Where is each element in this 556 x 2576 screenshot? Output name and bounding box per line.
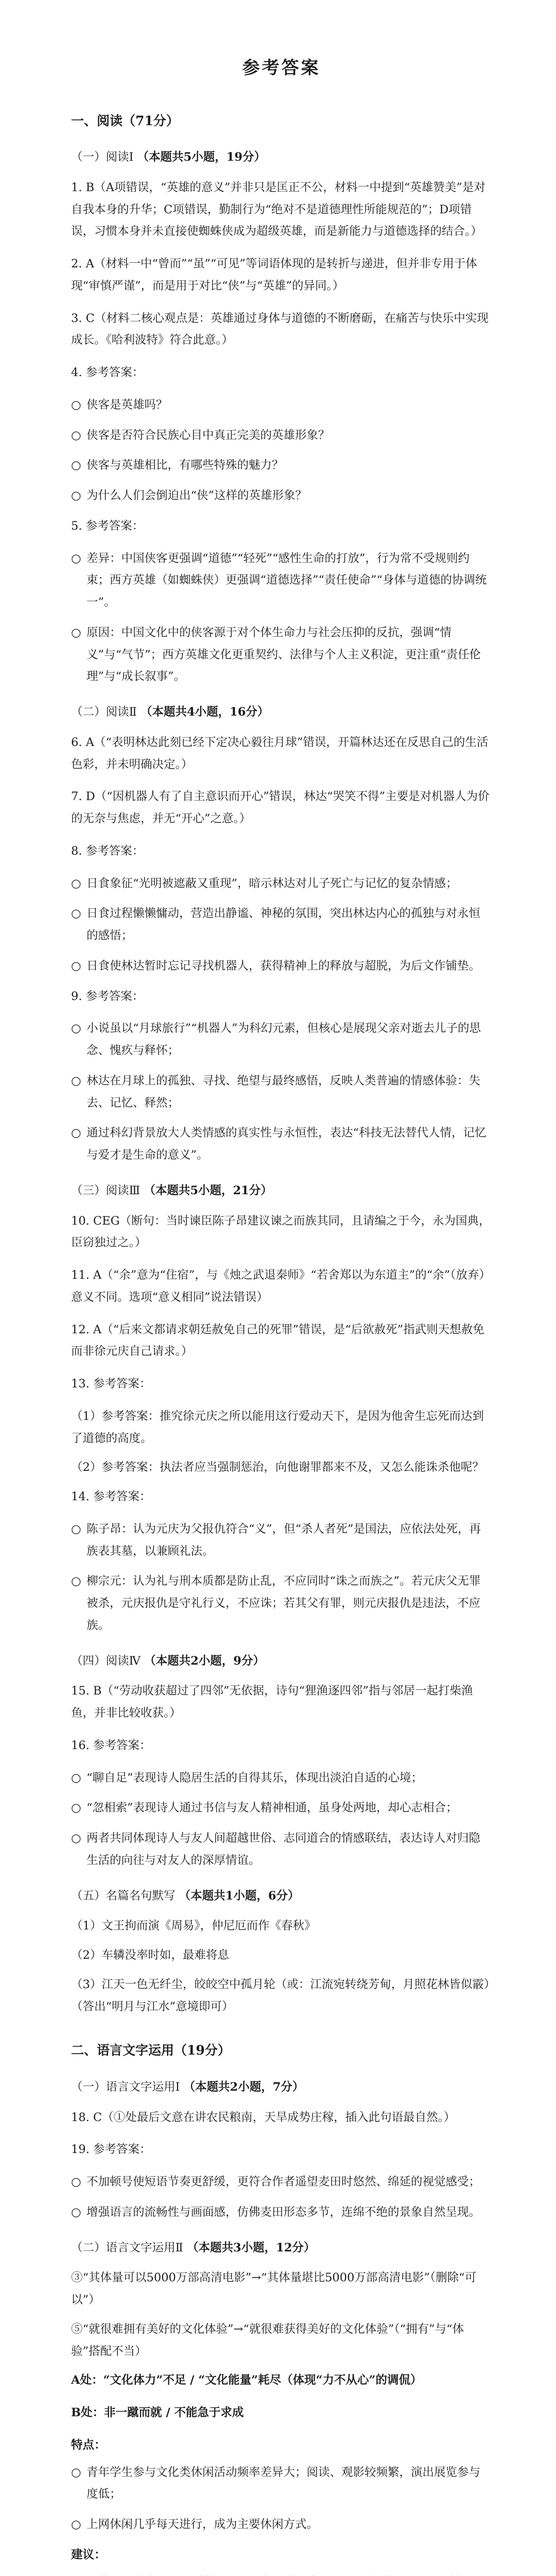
bullet-icon: ○ xyxy=(71,2518,81,2532)
list-item: ○ 日食使林达暂时忘记寻找机器人，获得精神上的释放与超脱，为后文作铺垫。 xyxy=(71,955,492,977)
section-heading-language: 二、语言文字运用（19分） xyxy=(71,2043,231,2058)
answer-q10: 10. CEG（断句：当时谏臣陈子昂建议谏之而族其同，且请编之于今，永为国典，臣窃独过之。） xyxy=(71,1214,491,1250)
subsection-score: （本题共4小题，16分） xyxy=(140,705,269,719)
bullet-icon: ○ xyxy=(71,1074,81,1088)
bullet-icon: ○ xyxy=(71,1522,81,1536)
section-heading-reading: 一、阅读（71分） xyxy=(71,113,179,128)
list-item: ○ 上网休闲几乎每天进行，成为主要休闲方式。 xyxy=(71,2514,492,2536)
subsection-name: （三）阅读Ⅲ xyxy=(71,1183,141,1197)
answer-q18: 18. C（①处最后文意在讲农民粮南，天旱成势庄稼，插入此句语最自然。） xyxy=(71,2110,456,2124)
list-item: ○ 日食过程懒懒慵动，营造出静谧、神秘的氛围，突出林达内心的孤独与对永恒的感悟； xyxy=(71,903,492,947)
bullet-icon: ○ xyxy=(71,625,81,639)
subsection-name: （二）语言文字运用Ⅱ xyxy=(71,2241,183,2255)
dictation-2: （2）车辚没率时如，最难将息 xyxy=(71,1948,229,1962)
list-item: ○ “聊自足”表现诗人隐居生活的自得其乐，体现出淡泊自适的心境； xyxy=(71,1767,492,1789)
list-item: ○ 差异：中国侠客更强调“道德”“轻死”“感性生命的打放”，行为常不受规则约束；西方英雄（如蜘蛛侠）更强调“道德选择”“责任使命”“身体与道德的协调统一”。 xyxy=(71,548,492,614)
subsection-score: （本题共1小题，6分） xyxy=(179,1889,300,1903)
bullet-icon: ○ xyxy=(71,2205,81,2219)
answer-q21-a: A处：“文化体力”不足 / “文化能量”耗尽（体现“力不从心”的调侃） xyxy=(71,2374,422,2387)
bullet-icon: ○ xyxy=(71,1832,81,1845)
correction-1: ③“其体量可以5000万部高清电影”→“其体量堪比5000万部高清电影”（删除“可以”） xyxy=(71,2271,477,2307)
list-item: ○ 通过科幻背景放大人类情感的真实性与永恒性，表达“科技无法替代人情，记忆与爱才是生命的意义”。 xyxy=(71,1122,492,1166)
bullet-icon: ○ xyxy=(71,459,81,472)
answer-q7: 7. D（“因机器人有了自主意识而开心”错误，林达“哭笑不得”主要是对机器人为价的无奈与焦虑，并无“开心”之意。） xyxy=(71,790,490,826)
subsection-score: （本题共5小题，21分） xyxy=(144,1183,272,1197)
subsection-name: （四）阅读Ⅳ xyxy=(71,1654,141,1668)
answer-q9-head: 9. 参考答案： xyxy=(71,989,144,1003)
subsection-heading xyxy=(71,1885,492,1907)
bullet-icon: ○ xyxy=(71,398,81,412)
answer-q3: 3. C（材料二核心观点是：英雄通过身体与道德的不断磨砺，在痛苦与快乐中实现成长。《哈利波特》符合此意。） xyxy=(71,311,489,347)
list-item: ○ 林达在月球上的孤独、寻找、绝望与最终感悟，反映人类普遍的情感体验：失去、记忆、释然； xyxy=(71,1070,492,1114)
bullet-icon: ○ xyxy=(71,551,81,565)
bullet-icon: ○ xyxy=(71,428,81,442)
bullet-icon: ○ xyxy=(71,1801,81,1815)
subsection-score: （本题共3小题，12分） xyxy=(186,2241,316,2255)
answer-q5-head: 5. 参考答案： xyxy=(71,519,144,533)
feature-label: 特点： xyxy=(71,2438,106,2452)
answer-q6: 6. A（“表明林达此刻已经下定决心毅往月球”错误，开篇林达还在反思自己的生活色彩，并未明确决定。） xyxy=(71,735,489,771)
subsection-heading xyxy=(71,701,492,723)
bullet-icon: ○ xyxy=(71,1022,81,1036)
answer-q14-head: 14. 参考答案： xyxy=(71,1490,151,1504)
bullet-icon: ○ xyxy=(71,2175,81,2189)
list-item: ○ 柳宗元：认为礼与刑本质都是防止乱，不应同时“诛之而族之”。若元庆父无罪被杀，元庆报仇是守礼行义，不应诛；若其父有罪，则元庆报仇是违法，不应族。 xyxy=(71,1570,492,1636)
list-item: ○ 侠客是否符合民族心目中真正完美的英雄形象？ xyxy=(71,425,492,447)
list-item: ○ 为什么人们会倒迫出“侠”这样的英雄形象？ xyxy=(71,485,492,507)
bullet-icon: ○ xyxy=(71,1771,81,1785)
answer-q15: 15. B（“劳动收获超过了四邻”无依据，诗句“狸渔逐四邻”指与邻居一起打柴渔鱼，并非比较收获。） xyxy=(71,1684,473,1720)
bullet-icon: ○ xyxy=(71,907,81,921)
list-item: ○ 日食象征“光明被遮蔽又重现”，暗示林达对儿子死亡与记忆的复杂情感； xyxy=(71,873,492,895)
answer-q12: 12. A（“后来文都请求朝廷赦免自己的死罪”错误，是“后欲赦死”指武则天想赦免而非徐元庆自己请求。） xyxy=(71,1323,484,1359)
list-item: ○ 侠客是英雄吗？ xyxy=(71,394,492,416)
bullet-icon: ○ xyxy=(71,489,81,503)
answer-q8-head: 8. 参考答案： xyxy=(71,844,144,858)
list-item: ○ 两者共同体现诗人与友人间超越世俗、志同道合的情感联结，表达诗人对归隐生活的向往与对友人的深厚情谊。 xyxy=(71,1827,492,1872)
list-item: ○ 增强语言的流畅性与画面感，仿佛麦田形态多节，连绵不绝的景象自然呈现。 xyxy=(71,2201,492,2224)
dictation-1: （1）文王拘而演《周易》，仲尼厄而作《春秋》 xyxy=(71,1919,316,1933)
list-item: ○ “忽相索”表现诗人通过书信与友人精神相通，虽身处两地，却心志相合； xyxy=(71,1797,492,1819)
answer-q19-head: 19. 参考答案： xyxy=(71,2143,151,2157)
answer-q4-head: 4. 参考答案： xyxy=(71,366,144,380)
bullet-icon xyxy=(71,2571,86,2576)
answer-q13-head: 13. 参考答案： xyxy=(71,1377,151,1391)
bullet-icon: ○ xyxy=(71,959,81,973)
answer-q21-b: B处：非一蹴而就 / 不能急于求成 xyxy=(71,2406,244,2420)
subsection-heading xyxy=(71,2076,492,2098)
correction-2: ⑤“就很难拥有美好的文化体验”→“就很难获得美好的文化体验”（“拥有”与“体验”搭配不当） xyxy=(71,2322,464,2358)
bullet-icon: ○ xyxy=(71,876,81,890)
list-item: ○ 原因：中国文化中的侠客源于对个体生命力与社会压抑的反抗，强调“情义”与“气节”；西方英雄文化更重契约、法律与个人主义积淀，更注重“责任伦理”与“成长叙事”。 xyxy=(71,622,492,688)
subsection-score: （本题共2小题，7分） xyxy=(183,2080,304,2094)
translation-2: （2）参考答案：执法者应当强制惩治，向他谢罪都来不及，又怎么能诛杀他呢？ xyxy=(71,1461,484,1475)
list-item: ○ 陈子昂：认为元庆为父报仇符合“义”，但“杀人者死”是国法，应依法处死，再族表其墓，以兼顾礼法。 xyxy=(71,1518,492,1563)
subsection-name: （五）名篇名句默写 xyxy=(71,1889,176,1903)
list-item: ○ 青年学生参与文化类休闲活动频率差异大；阅读、观影较频繁，演出展览参与度低； xyxy=(71,2462,492,2506)
answer-q2: 2. A（材料一中“曾而”“虽”“可见”等词语体现的是转折与递进，但并非专用于体现“审慎严谨”，而是用于对比“侠”与“英雄”的异同。） xyxy=(71,257,477,293)
translation-1: （1）参考答案：推究徐元庆之所以能用这行爱动天下，是因为他舍生忘死而达到了道德的高度。 xyxy=(71,1409,484,1445)
list-item xyxy=(71,2571,492,2576)
subsection-heading xyxy=(71,1650,492,1672)
subsection-name: （一）语言文字运用Ⅰ xyxy=(71,2080,180,2094)
dictation-3: （3）江天一色无纤尘，皎皎空中孤月轮（或：江流宛转绕芳甸，月照花林皆似霰）（答出“明月与江水”意境即可） xyxy=(71,1977,490,2013)
answer-q11: 11. A（“余”意为“住宿”，与《烛之武退秦师》“若舍郑以为东道主”的“余”（放弃）意义不同。选项“意义相同”说法错误） xyxy=(71,1268,491,1304)
subsection-score: （本题共5小题，19分） xyxy=(137,150,266,164)
list-item: ○ 小说虽以“月球旅行”“机器人”为科幻元素，但核心是展现父亲对逝去儿子的思念、愧疚与释怀； xyxy=(71,1018,492,1062)
subsection-heading xyxy=(71,146,492,168)
subsection-heading xyxy=(71,2237,492,2259)
subsection-name: （二）阅读Ⅱ xyxy=(71,705,137,719)
subsection-name: （一）阅读Ⅰ xyxy=(71,150,134,164)
advice-label: 建议： xyxy=(71,2548,106,2562)
bullet-icon: ○ xyxy=(71,1574,81,1588)
bullet-icon: ○ xyxy=(71,2465,81,2479)
subsection-heading xyxy=(71,1180,492,1202)
bullet-icon: ○ xyxy=(71,1126,81,1140)
answer-q1: 1. B（A项错误，“英雄的意义”并非只是匡正不公，材料一中提到“英雄赞美”是对自我本身的升华；C项错误，勤制行为“绝对不是道德理性所能规范的”；D项错误，习惯本身并未直接使蜘蛛侠成为超级英雄，而是新能力与道德选择的结合。） xyxy=(71,180,485,239)
subsection-score: （本题共2小题，9分） xyxy=(144,1654,265,1668)
page-title: 参考答案 xyxy=(242,58,321,78)
list-item: ○ 不加顿号使短语节奏更舒缓，更符合作者遥望麦田时悠然、绵延的视觉感受； xyxy=(71,2171,492,2193)
answer-q16-head: 16. 参考答案： xyxy=(71,1738,151,1752)
list-item: ○ 侠客与英雄相比，有哪些特殊的魅力？ xyxy=(71,454,492,477)
